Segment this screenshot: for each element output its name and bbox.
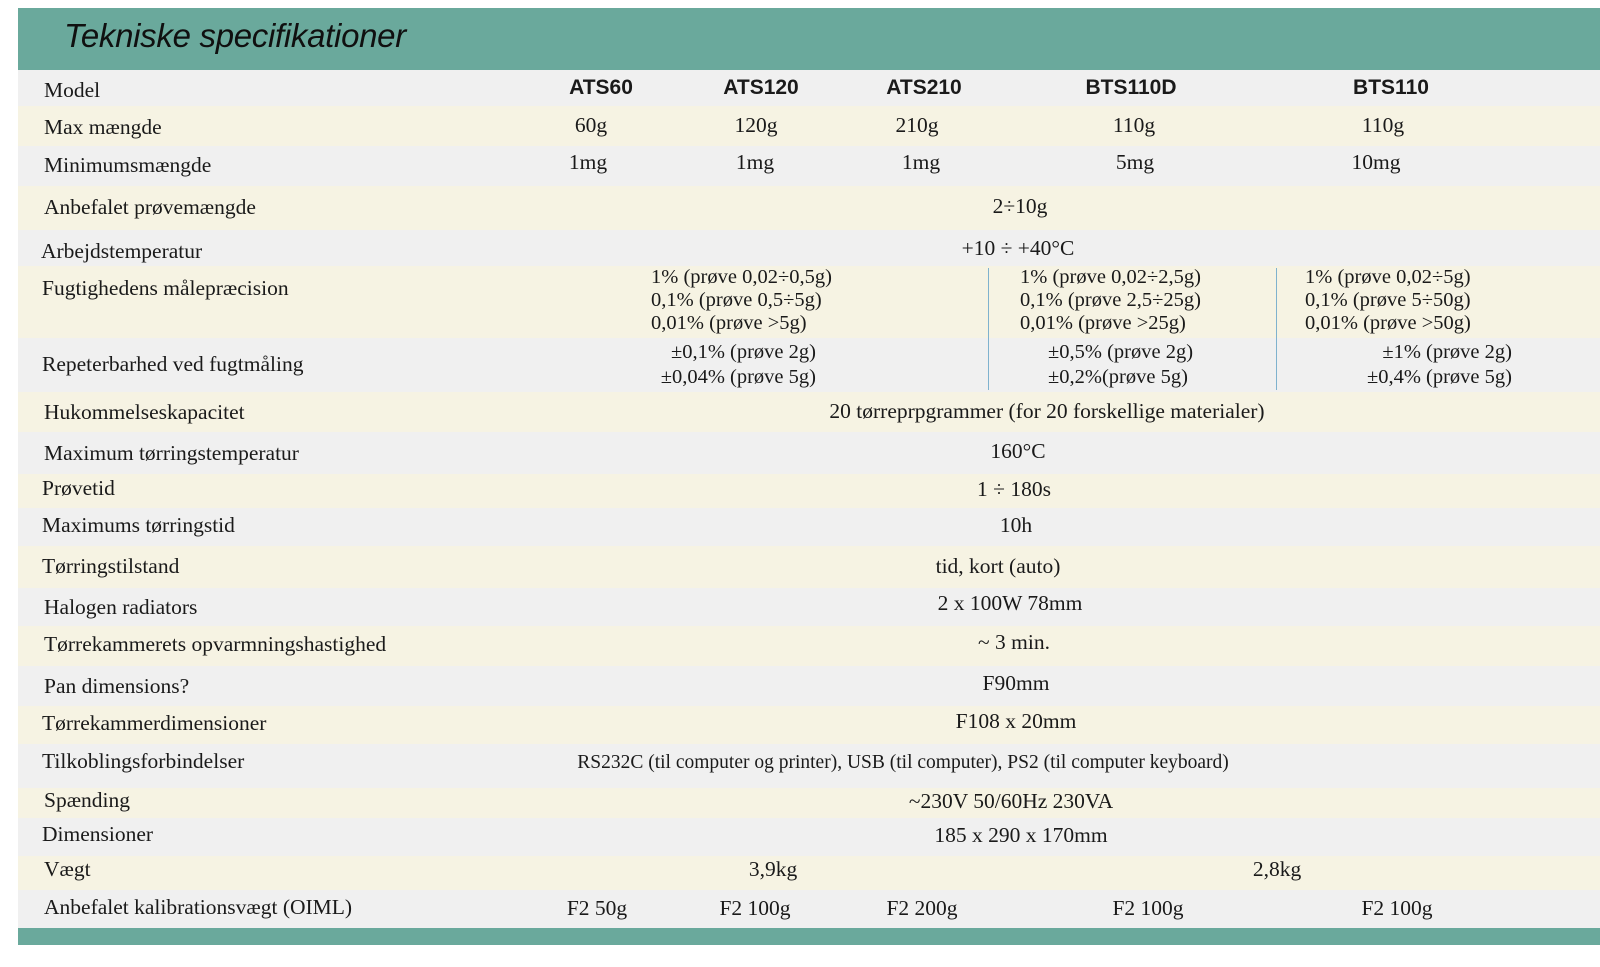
row-halogen [18,588,1600,626]
row-dimensions [18,818,1600,856]
table-cell: 2÷10g [992,194,1048,218]
row-label: Spænding [44,788,131,812]
table-cell: 185 x 290 x 170mm [934,823,1108,847]
row-calibration-weight [18,890,1600,928]
row-test-time [18,474,1600,508]
table-cell: ±0,04% (prøve 5g) [660,366,816,388]
table-cell: ±0,5% (prøve 2g) [1048,341,1194,363]
row-max-drying-temp [18,432,1600,474]
row-max-drying-time [18,508,1600,546]
table-cell: F2 100g [719,896,791,920]
row-drying-mode [18,546,1600,588]
row-model [18,70,1600,106]
table-cell: 110g [1361,113,1405,137]
column-divider [988,268,989,390]
row-label: Tørrekammerets opvarmningshastighed [44,632,387,656]
table-cell: 210g [895,113,939,137]
table-cell: 1mg [901,150,941,174]
table-cell: 1% (prøve 0,02÷2,5g) [1020,266,1201,288]
table-cell: 120g [734,113,778,137]
row-sample-size [18,186,1600,230]
row-label: Anbefalet kalibrationsvægt (OIML) [44,895,353,919]
table-cell: 5mg [1115,150,1155,174]
row-label: Max mængde [44,115,162,139]
spec-sheet [18,8,1600,967]
table-cell: 10mg [1351,150,1401,174]
repeat-group [1048,340,1193,390]
table-cell: ~230V 50/60Hz 230VA [908,789,1114,813]
title-band [18,8,1600,70]
row-label: Maximum tørringstemperatur [44,441,299,465]
table-cell: 0,01% (prøve >25g) [1020,312,1186,334]
row-connections [18,744,1600,788]
row-working-temp [18,230,1600,266]
footer-band [18,928,1600,945]
row-label: Tilkoblingsforbindelser [42,749,245,773]
repeat-group [638,340,816,390]
repeat-group [1340,340,1512,390]
row-label: Dimensioner [42,822,154,846]
row-label: Anbefalet prøvemængde [44,195,256,219]
table-cell: 110g [1112,113,1156,137]
precision-group [1305,266,1471,335]
table-cell: 0,01% (prøve >5g) [651,312,807,334]
row-label: Prøvetid [42,476,115,500]
precision-group [651,266,832,335]
row-heating-speed [18,626,1600,666]
table-cell: 160°C [990,439,1046,463]
precision-group [1020,266,1201,335]
page-title: Tekniske specifikationer [64,17,406,54]
row-label: Vægt [44,857,91,881]
row-label: Repeterbarhed ved fugtmåling [42,352,304,376]
column-divider [1276,268,1277,390]
row-label: Fugtighedens målepræcision [42,276,289,300]
table-cell: RS232C (til computer og printer), USB (til computer), PS2 (til computer keyboard) [577,752,1229,773]
table-cell: 3,9kg [748,857,798,881]
table-cell: F2 50g [566,896,628,920]
row-label: Model [44,78,101,102]
row-label: Tørrekammerdimensioner [42,711,267,735]
table-cell: 0,1% (prøve 5÷50g) [1305,289,1471,311]
model-header: ATS120 [723,76,799,99]
table-cell: ±0,1% (prøve 2g) [670,341,816,363]
table-cell: 2 x 100W 78mm [937,591,1083,615]
table-cell: +10 ÷ +40°C [961,236,1075,260]
row-label: Hukommelseskapacitet [44,400,245,424]
row-memory [18,392,1600,432]
row-precision [18,266,1600,338]
table-cell: 0,01% (prøve >50g) [1305,312,1471,334]
model-header: BTS110D [1085,76,1177,99]
table-cell: 1mg [735,150,775,174]
model-header: BTS110 [1353,76,1429,99]
table-cell: 1mg [568,150,608,174]
row-label: Maximums tørringstid [42,513,235,537]
table-cell: 1 ÷ 180s [977,477,1051,501]
table-cell: 0,1% (prøve 0,5÷5g) [651,289,822,311]
row-label: Arbejdstemperatur [41,239,203,263]
table-cell: 60g [574,113,608,137]
table-cell: F90mm [982,671,1050,695]
row-label: Halogen radiators [44,595,198,619]
row-chamber-dimensions [18,706,1600,744]
row-weight [18,856,1600,890]
table-cell: 1% (prøve 0,02÷0,5g) [651,266,832,288]
table-cell: 10h [999,513,1033,537]
table-cell: F2 100g [1361,896,1433,920]
model-header: ATS210 [886,76,962,99]
table-cell: tid, kort (auto) [935,554,1061,578]
row-voltage [18,788,1600,818]
row-max-capacity [18,106,1600,146]
row-label: Pan dimensions? [44,674,190,698]
table-cell: 2,8kg [1252,857,1302,881]
table-cell: F108 x 20mm [955,709,1077,733]
table-cell: 0,1% (prøve 2,5÷25g) [1020,289,1201,311]
row-label: Tørringstilstand [42,554,180,578]
row-label: Minimumsmængde [44,153,212,177]
model-header: ATS60 [569,76,633,99]
table-cell: 1% (prøve 0,02÷5g) [1305,266,1471,288]
table-cell: ±1% (prøve 2g) [1382,341,1512,363]
table-cell: ±0,4% (prøve 5g) [1366,366,1512,388]
row-repeatability [18,338,1600,392]
table-cell: 20 tørreprpgrammer (for 20 forskellige materialer) [829,399,1265,423]
table-cell: F2 200g [886,896,958,920]
row-min-capacity [18,146,1600,186]
row-pan-dimensions [18,666,1600,706]
table-cell: ~ 3 min. [978,630,1050,654]
table-cell: ±0,2%(prøve 5g) [1048,366,1188,388]
table-cell: F2 100g [1112,896,1184,920]
